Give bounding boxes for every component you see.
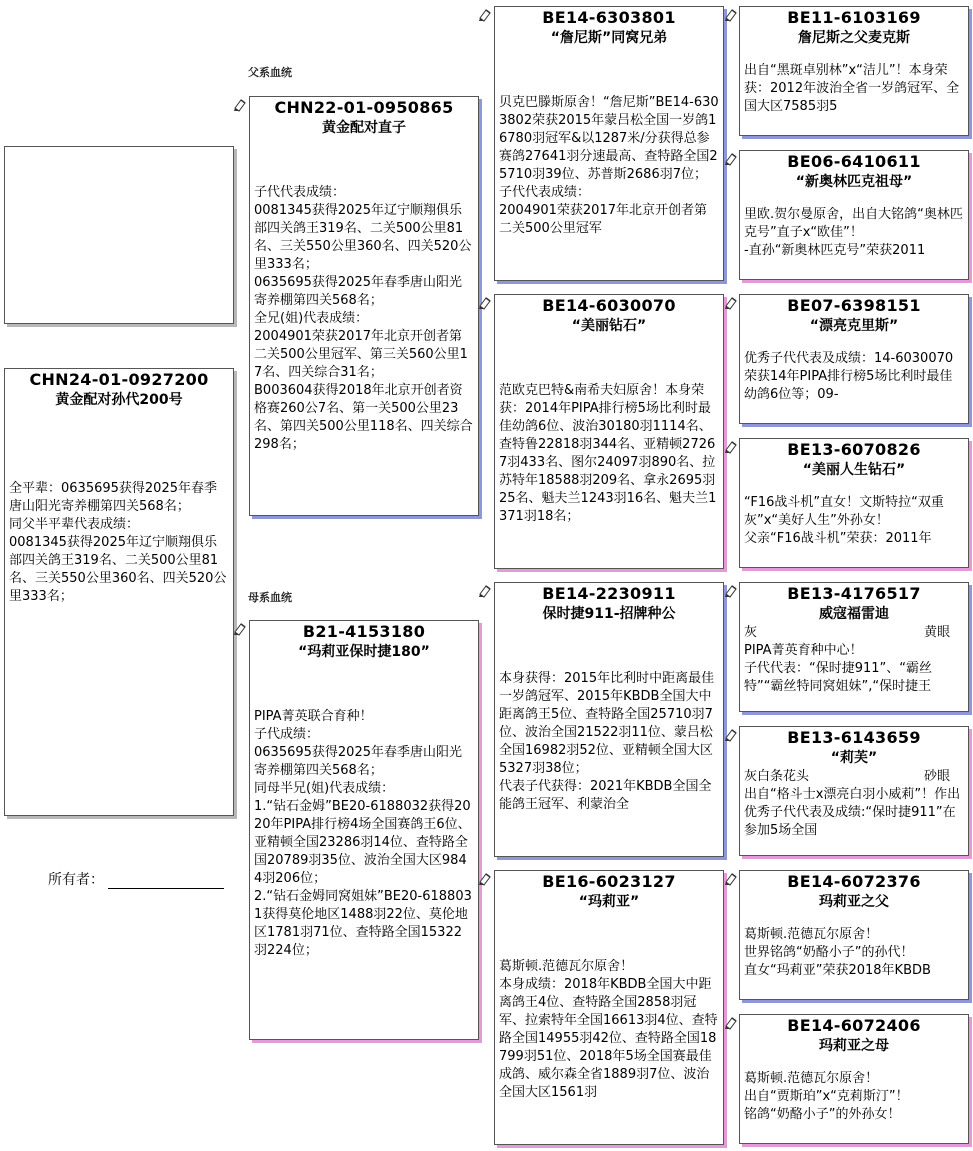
dam-card[interactable] (249, 620, 479, 1040)
dss-name: 威寇福雷迪 (819, 606, 889, 622)
edit-pen-icon[interactable] (724, 1016, 738, 1030)
dds-name: 玛莉亚之父 (819, 894, 889, 910)
edit-pen-icon[interactable] (478, 296, 492, 310)
dam-notes: PIPA菁英联合育种！ 子代成绩： 0635695获得2025年春季唐山阳光寄养棚第四关568名； 同母半兄(姐)代表成绩： 1.“钻石金姆”BE20-6188032获得2020年PIPA排行榜4场全国赛鸽王6位、亚精顿全国23286羽14位、查特路全国20789羽35位、波治全国大区9844羽206位； 2.“钻石金姆同窝姐妹”BE20-6188031获得莫伦地区1488羽22位、莫伦地区1781羽71位、查特路全国15322羽224位； (254, 709, 472, 958)
sds-card[interactable] (739, 294, 969, 424)
sire-ring: CHN22-01-0950865 (274, 98, 454, 117)
subject-ring: CHN24-01-0927200 (29, 370, 209, 389)
edit-pen-icon[interactable] (724, 872, 738, 886)
sire-sire-card[interactable] (494, 6, 724, 281)
dam-dam-ring: BE16-6023127 (542, 872, 676, 891)
ssd-notes: 里欧.贺尔曼原舍，出自大铭鸽“奥林匹克号”直子x“欧佳”！ -直孙“新奥林匹克号”荣获2011 (744, 207, 963, 258)
sss-ring: BE11-6103169 (787, 8, 921, 27)
dsd-card[interactable] (739, 726, 969, 856)
edit-pen-icon[interactable] (724, 152, 738, 166)
edit-pen-icon[interactable] (724, 440, 738, 454)
sire-dam-notes: 范欧克巴特&南希夫妇原舍！本身荣获：2014年PIPA排行榜5场比利时最佳幼鸽6位、波治30180羽1114名、查特鲁22818羽344名、亚精顿27267羽433名、图尔24097羽890名、拉苏特年18588羽209名、拿永2695羽25名、魁夫兰1243羽16名、魁夫兰1371羽18名； (499, 383, 717, 524)
dds-card[interactable] (739, 870, 969, 1000)
sire-sire-ring: BE14-6303801 (542, 8, 676, 27)
ddd-notes: 葛斯顿.范德瓦尔原舍！ 出自“贾斯珀”x“克莉斯汀”！ 铭鸽“奶酪小子”的外孙女！ (744, 1071, 909, 1122)
sire-name: 黄金配对直子 (322, 120, 406, 136)
ddd-name: 玛莉亚之母 (819, 1038, 889, 1054)
sdd-name: “美丽人生钻石” (802, 462, 906, 478)
ddd-ring: BE14-6072406 (787, 1016, 921, 1035)
dsd-attrs (740, 768, 968, 786)
sire-dam-name: “美丽钻石” (571, 318, 647, 334)
photo-placeholder (4, 146, 234, 324)
dam-sire-notes: 本身获得：2015年比利时中距离最佳一岁鸽冠军、2015年KBDB全国大中距离鸽王5位、查特路全国25710羽7位、波治全国21522羽11位、蒙吕松全国16982羽52位、亚精顿全国大区5327羽38位； 代表子代获得：2021年KBDB全国全能鸽王冠军、利蒙治全 (499, 671, 715, 812)
dds-ring: BE14-6072376 (787, 872, 921, 891)
sire-dam-card[interactable] (494, 294, 724, 569)
dsd-notes: 出自“格斗士x漂亮白羽小威莉”！作出优秀子代代表及成绩:“保时捷911”在参加5场全国 (744, 787, 961, 838)
subject-name: 黄金配对孙代200号 (55, 392, 183, 408)
edit-pen-icon[interactable] (724, 8, 738, 22)
dam-line-label: 母系血统 (248, 591, 292, 604)
dds-notes: 葛斯顿.范德瓦尔原舍！ 世界铭鸽“奶酪小子”的孙代！ 直女“玛莉亚”荣获2018年KBDB (744, 927, 931, 978)
dam-ring: B21-4153180 (302, 622, 426, 641)
edit-pen-icon[interactable] (724, 584, 738, 598)
ssd-card[interactable] (739, 150, 969, 280)
dss-card[interactable] (739, 582, 969, 712)
dam-name: “玛莉亚保时捷180” (298, 644, 430, 660)
dam-dam-card[interactable] (494, 870, 724, 1145)
edit-pen-icon[interactable] (724, 296, 738, 310)
sire-line-label: 父系血统 (248, 66, 292, 79)
owner-label: 所有者： (48, 872, 104, 888)
sss-notes: 出自“黑斑卓别林”x“洁儿”！本身荣获：2012年波治全省一岁鸽冠军、全国大区7585羽5 (744, 63, 960, 114)
ssd-ring: BE06-6410611 (787, 152, 921, 171)
dss-notes: PIPA菁英育种中心！ 子代代表：“保时捷911”、“霸丝特”“霸丝特同窝姐妹”,“保时捷王 (744, 643, 933, 694)
dam-sire-card[interactable] (494, 582, 724, 857)
dam-dam-name: “玛莉亚” (578, 894, 640, 910)
subject-notes: 全平辈：0635695获得2025年春季唐山阳光寄养棚第四关568名； 同父半平辈代表成绩： 0081345获得2025年辽宁顺翔俱乐部四关鸽王319名、二关500公里81名、三关550公里360名、四关520公里333名； (9, 481, 227, 604)
edit-pen-icon[interactable] (478, 584, 492, 598)
sdd-card[interactable] (739, 438, 969, 568)
dss-color: 灰 (744, 625, 758, 640)
sss-card[interactable] (739, 6, 969, 136)
owner-line (108, 874, 224, 889)
dsd-name: “莉芙” (830, 750, 878, 766)
edit-pen-icon[interactable] (478, 872, 492, 886)
subject-card[interactable] (4, 368, 234, 816)
dss-ring: BE13-4176517 (787, 584, 921, 603)
edit-pen-icon[interactable] (478, 8, 492, 22)
sire-card[interactable] (249, 96, 479, 516)
sire-dam-ring: BE14-6030070 (542, 296, 676, 315)
owner-field (48, 869, 224, 889)
dam-dam-notes: 葛斯顿.范德瓦尔原舍！ 本身成绩：2018年KBDB全国大中距离鸽王4位、查特路全国2858羽冠军、拉索特年全国16613羽4位、查特路全国14955羽42位、查特路全国18799羽51位、2018年5场全国赛最佳成鸽、威尔森全省1889羽7位、波治全国大区1561羽 (499, 959, 718, 1100)
edit-pen-icon[interactable] (233, 98, 247, 112)
sire-sire-notes: 贝克巴滕斯原舍！“詹尼斯”BE14-6303802荣获2015年蒙吕松全国一岁鸽16780羽冠军&以1287米/分获得总参赛鸽27641羽分速最高、查特路全国25710羽39位、苏普斯2686羽7位； 子代代表成绩： 2004901荣获2017年北京开创者第二关500公里冠军 (499, 95, 719, 236)
dam-sire-name: 保时捷911-招牌种公 (542, 606, 676, 622)
sire-sire-name: “詹尼斯”同窝兄弟 (550, 30, 668, 46)
ddd-card[interactable] (739, 1014, 969, 1144)
sdd-ring: BE13-6070826 (787, 440, 921, 459)
dsd-ring: BE13-6143659 (787, 728, 921, 747)
edit-pen-icon[interactable] (724, 728, 738, 742)
dsd-color: 灰白条花头 (744, 769, 810, 784)
dss-attrs (740, 624, 968, 642)
sss-name: 詹尼斯之父麦克斯 (798, 30, 910, 46)
sds-notes: 优秀子代代表及成绩：14-6030070荣获14年PIPA排行榜5场比利时最佳幼鸽6位等；09- (744, 351, 954, 402)
dam-sire-ring: BE14-2230911 (542, 584, 676, 603)
sire-notes: 子代代表成绩： 0081345获得2025年辽宁顺翔俱乐部四关鸽王319名、二关500公里81名、三关550公里360名、四关520公里333名； 0635695获得2025年春季唐山阳光寄养棚第四关568名； 全兄(姐)代表成绩： 2004901荣获2017年北京开创者第二关500公里冠军、第三关560公里17名、四关综合31名； B003604获得2018年北京开创者资格赛260公7名、第一关500公里23名、第四关500公里118名、四关综合298名； (254, 185, 473, 452)
sds-ring: BE07-6398151 (787, 296, 921, 315)
sds-name: “漂亮克里斯” (809, 318, 899, 334)
dss-eye: 黄眼 (923, 625, 950, 640)
ssd-name: “新奥林匹克祖母” (795, 174, 913, 190)
sdd-notes: “F16战斗机”直女！文斯特拉“双重灰”x“美好人生”外孙女！ 父亲“F16战斗机”荣获：2011年 (744, 495, 944, 546)
dsd-eye: 砂眼 (923, 769, 950, 784)
edit-pen-icon[interactable] (233, 622, 247, 636)
